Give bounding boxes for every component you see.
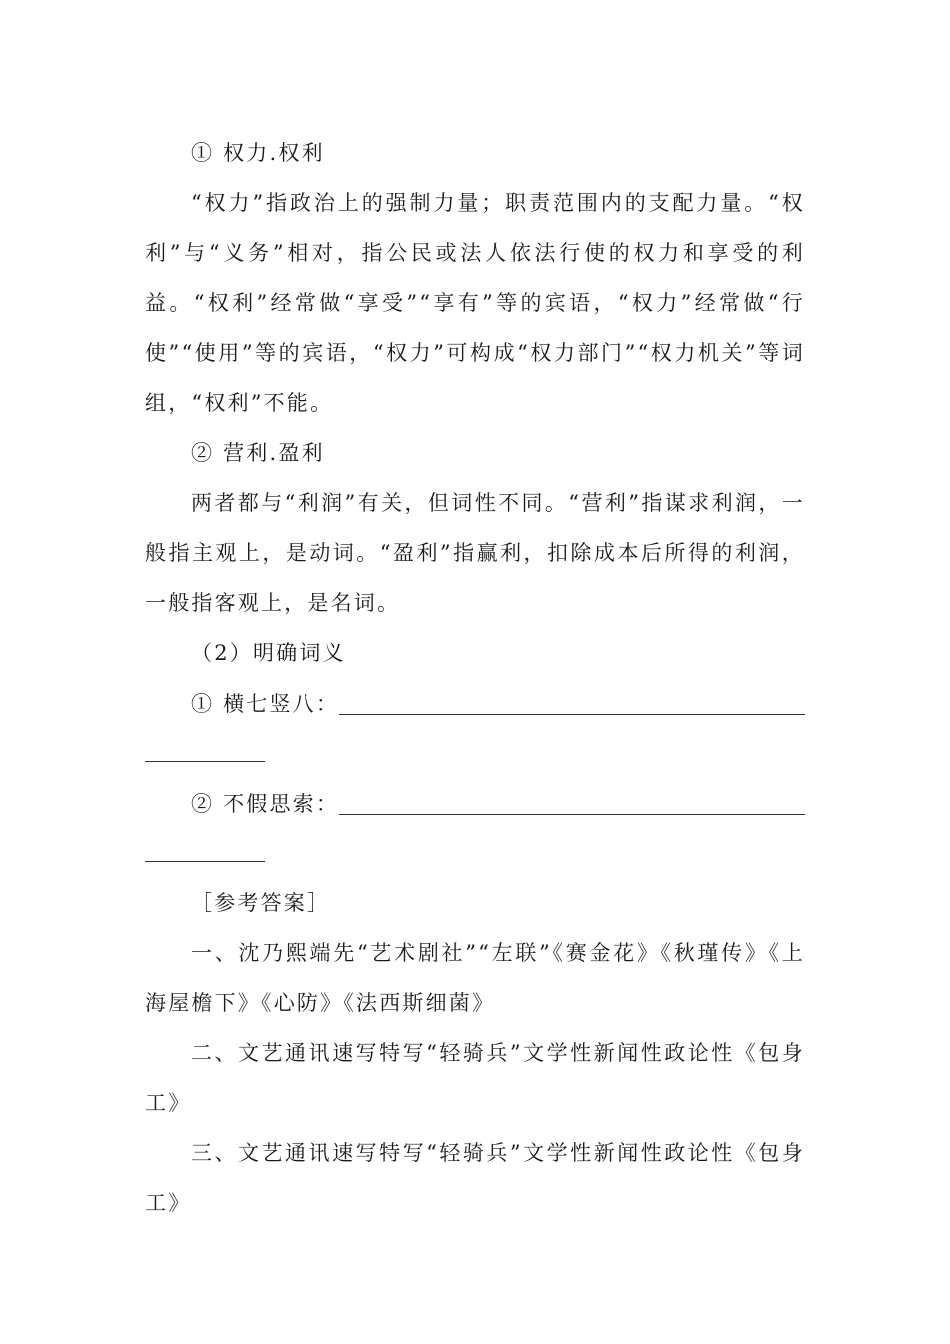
document-page — [145, 128, 805, 1228]
answer-line-2-continuation — [145, 828, 805, 878]
fill-blank-label-2: ② 不假思索： — [191, 792, 340, 816]
section2-heading: ② 营利.盈利 — [191, 441, 325, 465]
answer-3: 三、文艺通讯速写特写“轻骑兵”文学性新闻性政论性《包身工》 — [145, 1141, 805, 1215]
section2-text: 两者都与“利润”有关，但词性不同。“营利”指谋求利润，一般指主观上，是动词。“盈利”指赢利，扣除成本后所得的利润，一般指客观上，是名词。 — [145, 491, 805, 615]
fill-blank-label-1: ① 横七竖八： — [191, 692, 340, 716]
fill-blank-item-2 — [145, 778, 805, 828]
answer-1: 一、沈乃熙端先“艺术剧社”“左联”《赛金花》《秋瑾传》《上海屋檐下》《心防》《法西斯细菌》 — [145, 941, 805, 1015]
section1-heading: ① 权力.权利 — [191, 141, 325, 165]
answer-line-1-continuation — [145, 728, 805, 778]
fill-blank-item-1 — [145, 678, 805, 728]
answers-heading: ［参考答案］ — [191, 891, 331, 915]
answer-2: 二、文艺通讯速写特写“轻骑兵”文学性新闻性政论性《包身工》 — [145, 1041, 805, 1115]
answer-line-1 — [339, 714, 805, 715]
section1-text: “权力”指政治上的强制力量；职责范围内的支配力量。“权利”与“义务”相对，指公民或法人依法行使的权力和享受的利益。“权利”经常做“享受”“享有”等的宾语，“权力”经常做“行使”“使用”等的宾语，“权力”可构成“权力部门”“权力机关”等词组，“权利”不能。 — [145, 191, 805, 415]
question2-heading: （2）明确词义 — [191, 641, 346, 665]
answer-line-2 — [339, 814, 805, 815]
